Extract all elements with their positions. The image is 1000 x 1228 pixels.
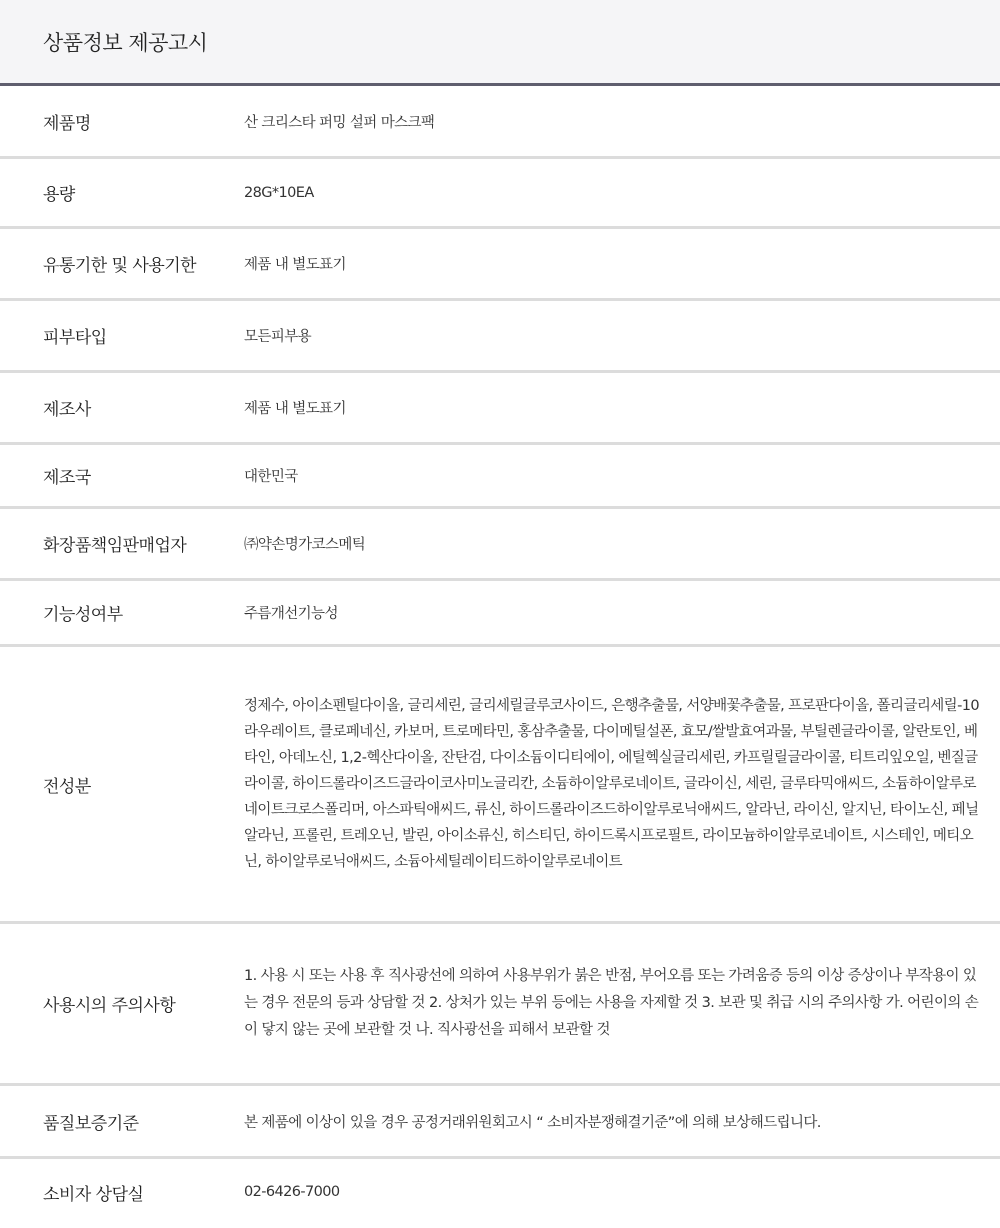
row-label: 피부타입 (43, 328, 107, 348)
table-row (0, 924, 1000, 1086)
row-value: 1. 사용 시 또는 사용 후 직사광선에 의하여 사용부위가 붉은 반점, 부어오름 또는 가려움증 등의 이상 증상이나 부작용이 있는 경우 전문의 등과 상담할 것 2. 상처가 있는 부위 등에는 사용을 자제할 것 3. 보관 및 취급 시의 주의사항 가. 어린이의 손이 닿지 않는 곳에 보관할 것 나. 직사광선을 피해서 보관할 것 (244, 968, 979, 1038)
row-value: 제품 내 별도표기 (244, 257, 346, 273)
row-label: 소비자 상담실 (43, 1184, 144, 1205)
row-value: 산 크리스타 퍼밍 설퍼 마스크팩 (244, 114, 435, 131)
table-row (0, 445, 1000, 509)
row-label: 기능성여부 (43, 605, 123, 625)
table-row (0, 509, 1000, 581)
table-row (0, 1159, 1000, 1225)
row-value: 모든피부용 (244, 329, 312, 345)
row-value: 정제수, 아이소펜틸다이올, 글리세린, 글리세릴글루코사이드, 은행추출물, 서양배꽃추출물, 프로판다이올, 폴리글리세릴-10라우레이트, 클로페네신, 카보머, 트로메타민, 홍삼추출물, 다이메틸설폰, 효모/쌀발효여과물, 부틸렌글라이콜, 알란토인, 베타인, 아데노신, 1,2-헥산다이올, 잔탄검, 다이소듐이디티에이, 에틸헥실글리세린, 카프릴릴글라이콜, 티트리잎오일, 벤질글라이콜, 하이드롤라이즈드글라이코사미노글리칸, 소듐하이알루로네이트, 글라이신, 세린, 글루타믹애씨드, 소듐하이알루로네이트크로스폴리머, 아스파틱애씨드, 류신, 하이드롤라이즈드하이알루로닉애씨드, 알라닌, 라이신, 알지닌, 타이노신, 페닐알라닌, 프롤린, 트레오닌, 발린, 아이소류신, 히스티딘, 하이드록시프로필트, 라이모늄하이알루로네이트, 시스테인, 메티오닌, 하이알루로닉애씨드, 소듐아세틸레이티드하이알루로네이트 (244, 698, 979, 870)
row-label: 유통기한 및 사용기한 (43, 256, 197, 276)
row-label: 용량 (43, 185, 75, 205)
table-row (0, 159, 1000, 229)
row-label: 제조국 (43, 468, 91, 488)
row-label: 사용시의 주의사항 (43, 996, 176, 1016)
row-value: 본 제품에 이상이 있을 경우 공정거래위원회고시 “ 소비자분쟁해결기준”에 의해 보상해드립니다. (244, 1114, 821, 1131)
row-label: 화장품책임판매업자 (43, 536, 187, 556)
product-info-table (0, 86, 1000, 1225)
row-label: 제품명 (43, 113, 91, 134)
table-row (0, 86, 1000, 159)
row-label: 제조사 (43, 400, 91, 420)
row-label: 전성분 (43, 776, 91, 797)
row-value: 02-6426-7000 (244, 1184, 340, 1200)
table-row (0, 647, 1000, 924)
page-title: 상품정보 제공고시 (43, 30, 208, 55)
notice-header (0, 0, 1000, 86)
row-value: 제품 내 별도표기 (244, 401, 346, 417)
row-value: ㈜약손명가코스메틱 (244, 537, 366, 553)
row-label: 품질보증기준 (43, 1113, 139, 1134)
row-value: 주름개선기능성 (244, 606, 338, 622)
table-row (0, 1086, 1000, 1159)
row-value: 28G*10EA (244, 184, 314, 201)
row-value: 대한민국 (244, 469, 298, 485)
table-row (0, 301, 1000, 373)
table-row (0, 229, 1000, 301)
table-row (0, 581, 1000, 647)
table-row (0, 373, 1000, 445)
